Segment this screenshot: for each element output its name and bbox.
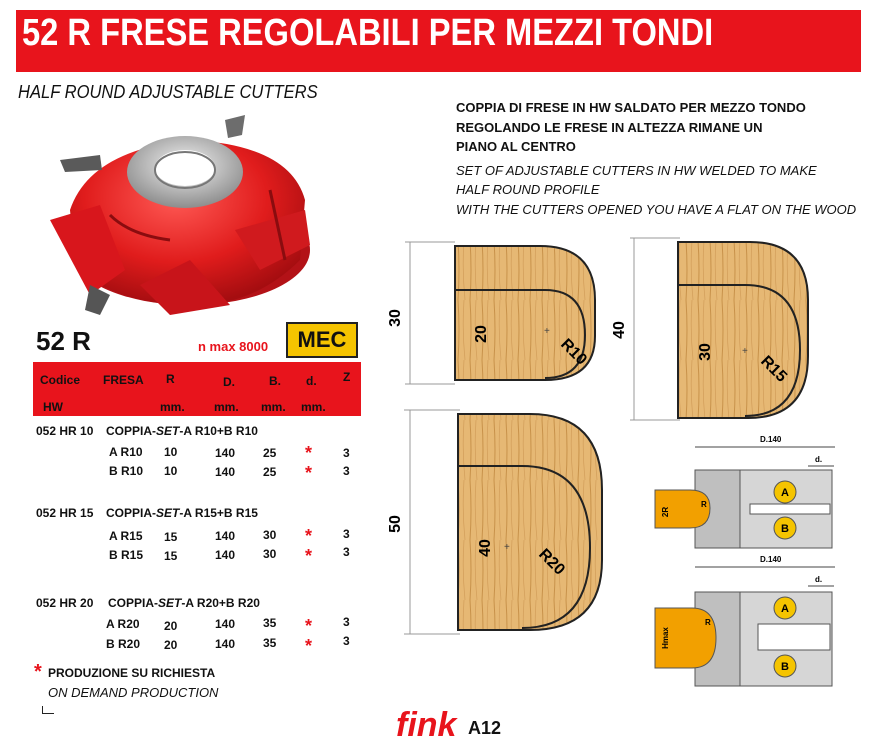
row-b: 25 bbox=[263, 465, 277, 479]
row-r: 20 bbox=[164, 638, 178, 652]
row-z: 3 bbox=[343, 545, 350, 559]
col-b: B. bbox=[269, 374, 281, 388]
row-b: 30 bbox=[263, 547, 277, 561]
col-codice: Codice bbox=[40, 373, 81, 387]
row-b: 30 bbox=[263, 528, 277, 542]
row-b: 25 bbox=[263, 446, 277, 460]
page-number: A12 bbox=[468, 718, 502, 738]
row-fresa: B R20 bbox=[106, 637, 141, 651]
blade-a-label: A bbox=[781, 487, 789, 499]
diameter-label: D.140 bbox=[760, 435, 782, 444]
on-demand-star: * bbox=[305, 443, 313, 463]
row-r: 10 bbox=[164, 445, 178, 459]
row-d: 140 bbox=[215, 529, 236, 543]
col-z: Z bbox=[343, 370, 351, 384]
profile-inner: 40 bbox=[477, 539, 494, 557]
on-demand-star: * bbox=[305, 463, 313, 483]
row-b: 35 bbox=[263, 636, 277, 650]
blade-b-label: B bbox=[781, 661, 789, 673]
profile-radius: R15 bbox=[757, 352, 790, 386]
blade-a-label: A bbox=[781, 603, 789, 615]
row-fresa: B R15 bbox=[109, 548, 144, 562]
profile-height: 50 bbox=[387, 515, 404, 533]
tool-side-label: 2R bbox=[661, 506, 670, 518]
desc-it-line-2: REGOLANDO LE FRESE IN ALTEZZA RIMANE UN bbox=[456, 120, 763, 135]
col-d: D. bbox=[223, 375, 235, 389]
col-small-d-unit: mm. bbox=[301, 400, 326, 414]
row-z: 3 bbox=[343, 464, 350, 478]
desc-en-line-2: HALF ROUND PROFILE bbox=[456, 182, 600, 197]
row-d: 140 bbox=[215, 446, 236, 460]
row-d: 140 bbox=[215, 637, 236, 651]
footnote-en: ON DEMAND PRODUCTION bbox=[48, 685, 219, 700]
footnote-it: PRODUZIONE SU RICHIESTA bbox=[48, 666, 216, 680]
row-z: 3 bbox=[343, 634, 350, 648]
desc-en-line-3: WITH THE CUTTERS OPENED YOU HAVE A FLAT ON THE WOOD bbox=[456, 202, 857, 217]
small-d-label: d. bbox=[815, 575, 823, 584]
row-r: 10 bbox=[164, 464, 178, 478]
col-fresa: FRESA bbox=[103, 373, 144, 387]
row-z: 3 bbox=[343, 527, 350, 541]
arbor-bore bbox=[750, 504, 830, 514]
col-small-d: d. bbox=[306, 374, 317, 388]
center-mark: + bbox=[742, 346, 748, 357]
profile-inner: 20 bbox=[473, 325, 490, 343]
profile-r15 bbox=[611, 238, 808, 420]
group-code: 052 HR 15 bbox=[36, 506, 94, 520]
small-d-label: d. bbox=[815, 455, 823, 464]
group-set-label: COPPIA-SET-A R15+B R15 bbox=[106, 506, 258, 520]
row-r: 15 bbox=[164, 530, 178, 544]
arbor-bore bbox=[758, 624, 830, 650]
center-mark: + bbox=[504, 542, 510, 553]
profile-inner: 30 bbox=[697, 343, 714, 361]
row-r: 20 bbox=[164, 619, 178, 633]
tool-r-label: R bbox=[701, 500, 707, 509]
row-fresa: B R10 bbox=[109, 464, 144, 478]
row-fresa: A R20 bbox=[106, 617, 140, 631]
tech-drawing-open bbox=[655, 555, 835, 686]
mec-badge: MEC bbox=[286, 322, 358, 358]
on-demand-star: * bbox=[305, 616, 313, 636]
tool-side-label: Hmax bbox=[661, 627, 670, 649]
page-subtitle: HALF ROUND ADJUSTABLE CUTTERS bbox=[18, 82, 318, 102]
col-b-unit: mm. bbox=[261, 400, 286, 414]
page-title: 52 R FRESE REGOLABILI PER MEZZI TONDI bbox=[22, 12, 714, 54]
col-r: R bbox=[166, 372, 175, 386]
row-z: 3 bbox=[343, 615, 350, 629]
desc-it-line-1: COPPIA DI FRESE IN HW SALDATO PER MEZZO TONDO bbox=[456, 100, 806, 115]
profile-height: 40 bbox=[611, 321, 628, 339]
tech-drawing-closed bbox=[655, 435, 835, 548]
profile-r10 bbox=[387, 242, 595, 384]
logo-wordmark: fink bbox=[396, 706, 457, 744]
col-d-unit: mm. bbox=[214, 400, 239, 414]
profile-radius: R20 bbox=[535, 545, 568, 579]
row-d: 140 bbox=[215, 617, 236, 631]
row-d: 140 bbox=[215, 548, 236, 562]
profile-radius: R10 bbox=[557, 335, 590, 369]
max-rpm: n max 8000 bbox=[198, 339, 269, 354]
desc-it-line-3: PIANO AL CENTRO bbox=[456, 139, 576, 154]
col-hw: HW bbox=[43, 400, 63, 414]
row-z: 3 bbox=[343, 446, 350, 460]
col-r-unit: mm. bbox=[160, 400, 185, 414]
group-code: 052 HR 10 bbox=[36, 424, 94, 438]
product-code: 52 R bbox=[36, 326, 91, 356]
group-set-label: COPPIA-SET-A R10+B R10 bbox=[106, 424, 258, 438]
row-d: 140 bbox=[215, 465, 236, 479]
diameter-label: D.140 bbox=[760, 555, 782, 564]
row-fresa: A R10 bbox=[109, 445, 143, 459]
profile-r20 bbox=[387, 410, 602, 634]
group-set-label: COPPIA-SET-A R20+B R20 bbox=[108, 596, 260, 610]
group-code: 052 HR 20 bbox=[36, 596, 94, 610]
on-demand-star: * bbox=[305, 546, 313, 566]
row-b: 35 bbox=[263, 616, 277, 630]
footnote-star: * bbox=[34, 661, 42, 683]
center-mark: + bbox=[544, 326, 550, 337]
on-demand-star: * bbox=[305, 526, 313, 546]
on-demand-star: * bbox=[305, 636, 313, 656]
blade-b-label: B bbox=[781, 523, 789, 535]
fink-logo bbox=[396, 706, 459, 744]
tool-r-label: R bbox=[705, 618, 711, 627]
desc-en-line-1: SET OF ADJUSTABLE CUTTERS IN HW WELDED TO MAKE bbox=[456, 163, 817, 178]
row-fresa: A R15 bbox=[109, 529, 143, 543]
wood-profile bbox=[678, 242, 808, 418]
profile-height: 30 bbox=[387, 309, 404, 327]
row-r: 15 bbox=[164, 549, 178, 563]
